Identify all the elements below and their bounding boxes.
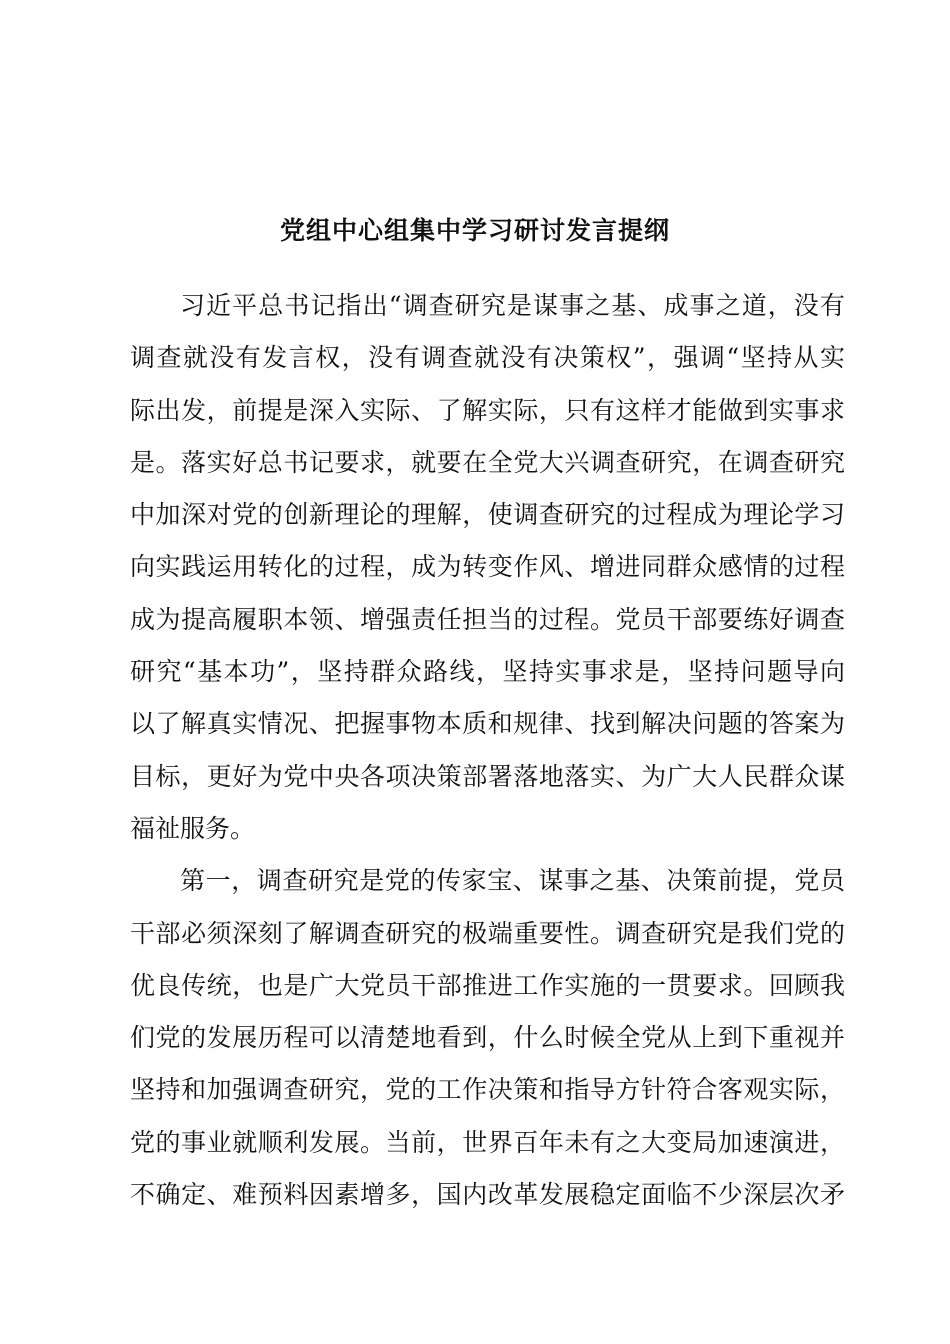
paragraph bbox=[130, 855, 845, 1221]
text-line: 党的事业就顺利发展。当前，世界百年未有之大变局加速演进， bbox=[130, 1127, 845, 1157]
text-line: 成为提高履职本领、增强责任担当的过程。党员干部要练好调查 bbox=[130, 604, 845, 634]
text-line: 干部必须深刻了解调查研究的极端重要性。调查研究是我们党的 bbox=[130, 918, 845, 948]
text-line: 研究“基本功”，坚持群众路线，坚持实事求是，坚持问题导向 bbox=[130, 657, 845, 687]
text-line: 优良传统，也是广大党员干部推进工作实施的一贯要求。回顾我 bbox=[130, 970, 845, 1000]
document-title: 党组中心组集中学习研讨发言提纲 bbox=[279, 216, 670, 245]
text-line: 坚持和加强调查研究，党的工作决策和指导方针符合客观实际， bbox=[130, 1075, 845, 1105]
text-line: 福祉服务。 bbox=[130, 813, 256, 843]
text-line: 习近平总书记指出“调查研究是谋事之基、成事之道，没有 bbox=[180, 291, 845, 320]
text-line: 是。落实好总书记要求，就要在全党大兴调查研究，在调查研究 bbox=[130, 447, 845, 477]
paragraph bbox=[130, 280, 845, 855]
text-line: 们党的发展历程可以清楚地看到，什么时候全党从上到下重视并 bbox=[130, 1023, 845, 1053]
text-line: 调查就没有发言权，没有调查就没有决策权”，强调“坚持从实 bbox=[130, 343, 845, 373]
text-line: 第一，调查研究是党的传家宝、谋事之基、决策前提，党员 bbox=[180, 866, 845, 896]
text-line: 以了解真实情况、把握事物本质和规律、找到解决问题的答案为 bbox=[130, 709, 845, 739]
text-line: 不确定、难预料因素增多，国内改革发展稳定面临不少深层次矛 bbox=[130, 1180, 845, 1210]
text-line: 目标，更好为党中央各项决策部署落地落实、为广大人民群众谋 bbox=[130, 761, 845, 791]
text-line: 中加深对党的创新理论的理解，使调查研究的过程成为理论学习 bbox=[130, 500, 845, 530]
document-body bbox=[130, 280, 845, 1221]
text-line: 际出发，前提是深入实际、了解实际，只有这样才能做到实事求 bbox=[130, 395, 845, 425]
text-line: 向实践运用转化的过程，成为转变作风、增进同群众感情的过程 bbox=[130, 552, 845, 582]
